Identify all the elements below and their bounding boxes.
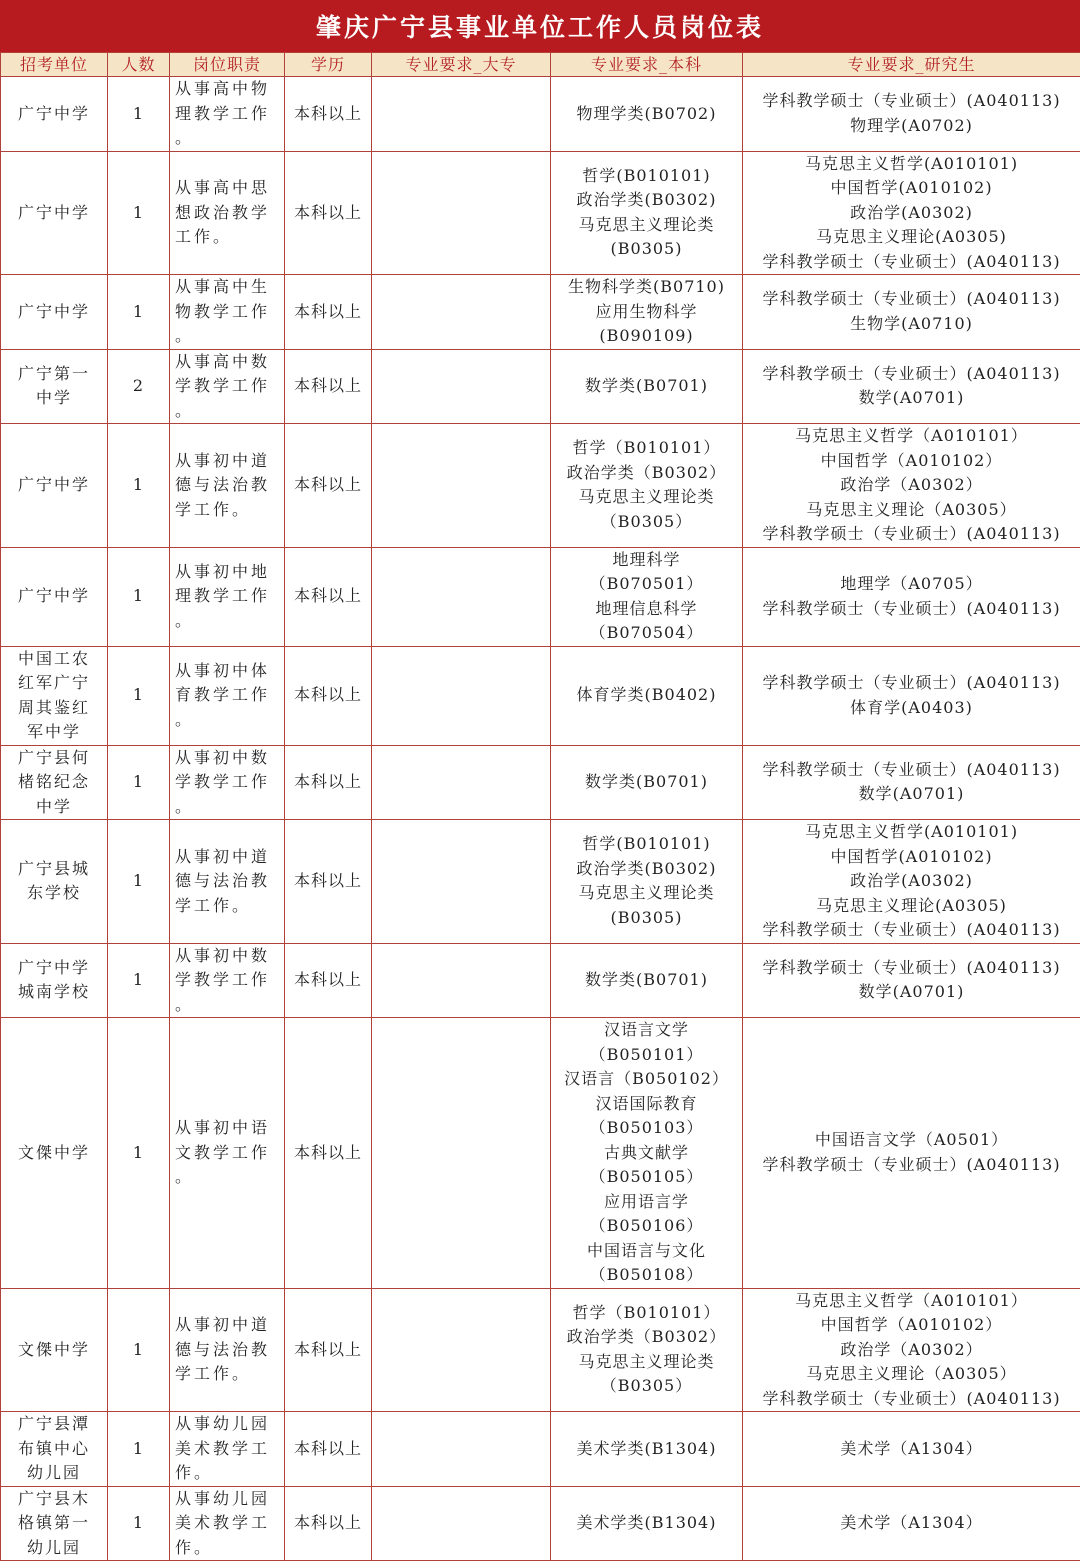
major-benke-cell-line: 哲学(B010101) xyxy=(554,164,739,189)
major-dazhuan-cell xyxy=(372,77,551,152)
major-benke-cell xyxy=(551,646,743,745)
duty-cell-line: 从事高中生 xyxy=(175,275,279,300)
major-yanjiusheng-cell-line: 美术学（A1304） xyxy=(746,1511,1077,1536)
major-benke-cell xyxy=(551,1018,743,1289)
unit-cell xyxy=(1,151,108,275)
unit-cell-line: 广宁中学 xyxy=(4,102,104,127)
unit-cell-line: 广宁中学 xyxy=(4,956,104,981)
unit-cell xyxy=(1,1486,108,1561)
duty-cell-line: 。 xyxy=(175,609,279,634)
major-yanjiusheng-cell-line: 马克思主义理论（A0305） xyxy=(746,1362,1077,1387)
header-duty: 岗位职责 xyxy=(170,53,285,77)
major-yanjiusheng-cell xyxy=(743,1018,1080,1289)
unit-cell-line: 中学 xyxy=(4,386,104,411)
duty-cell-line: 从事初中体 xyxy=(175,659,279,684)
major-yanjiusheng-cell-line: 学科教学硕士（专业硕士）(A040113) xyxy=(746,522,1077,547)
major-yanjiusheng-cell-line: 地理学（A0705） xyxy=(746,572,1077,597)
duty-cell-line: 学工作。 xyxy=(175,498,279,523)
unit-cell xyxy=(1,349,108,424)
education-cell: 本科以上 xyxy=(285,77,372,152)
major-yanjiusheng-cell-line: 学科教学硕士（专业硕士）(A040113) xyxy=(746,918,1077,943)
major-yanjiusheng-cell-line: 马克思主义哲学（A010101） xyxy=(746,424,1077,449)
major-yanjiusheng-cell-line: 中国哲学(A010102) xyxy=(746,176,1077,201)
major-dazhuan-cell xyxy=(372,1486,551,1561)
major-yanjiusheng-cell xyxy=(743,275,1080,350)
major-yanjiusheng-cell xyxy=(743,151,1080,275)
duty-cell-line: 德与法治教 xyxy=(175,869,279,894)
major-benke-cell-line: 数学类(B0701) xyxy=(554,374,739,399)
table-row xyxy=(1,151,1080,275)
major-dazhuan-cell xyxy=(372,646,551,745)
table-row xyxy=(1,1018,1080,1289)
major-benke-cell xyxy=(551,745,743,820)
major-yanjiusheng-cell-line: 马克思主义理论(A0305) xyxy=(746,894,1077,919)
unit-cell-line: 幼儿园 xyxy=(4,1461,104,1486)
unit-cell-line: 广宁中学 xyxy=(4,300,104,325)
major-yanjiusheng-cell xyxy=(743,1288,1080,1412)
unit-cell-line: 中国工农 xyxy=(4,647,104,672)
major-benke-cell-line: （B050108） xyxy=(554,1263,739,1288)
major-benke-cell-line: 数学类(B0701) xyxy=(554,968,739,993)
duty-cell-line: 德与法治教 xyxy=(175,1338,279,1363)
duty-cell-line: 作。 xyxy=(175,1536,279,1561)
major-benke-cell-line: 哲学（B010101） xyxy=(554,1301,739,1326)
major-benke-cell-line: 美术学类(B1304) xyxy=(554,1437,739,1462)
duty-cell-line: 。 xyxy=(175,708,279,733)
duty-cell-line: 从事初中数 xyxy=(175,944,279,969)
major-benke-cell-line: (B0305) xyxy=(554,906,739,931)
major-benke-cell-line: 应用语言学 xyxy=(554,1190,739,1215)
duty-cell-line: 育教学工作 xyxy=(175,683,279,708)
count-cell: 2 xyxy=(108,349,170,424)
education-cell: 本科以上 xyxy=(285,349,372,424)
count-cell: 1 xyxy=(108,547,170,646)
duty-cell-line: 从事高中思 xyxy=(175,176,279,201)
major-yanjiusheng-cell-line: 马克思主义理论(A0305) xyxy=(746,225,1077,250)
count-cell: 1 xyxy=(108,77,170,152)
major-benke-cell-line: 物理学类(B0702) xyxy=(554,102,739,127)
major-benke-cell-line: 马克思主义理论类 xyxy=(554,1350,739,1375)
duty-cell-line: 从事初中道 xyxy=(175,845,279,870)
duty-cell-line: 理教学工作 xyxy=(175,584,279,609)
major-benke-cell-line: 汉语言（B050102） xyxy=(554,1067,739,1092)
duty-cell xyxy=(170,646,285,745)
major-dazhuan-cell xyxy=(372,151,551,275)
duty-cell-line: 学工作。 xyxy=(175,1362,279,1387)
count-cell: 1 xyxy=(108,424,170,548)
major-benke-cell-line: 马克思主义理论类 xyxy=(554,881,739,906)
major-yanjiusheng-cell-line: 马克思主义理论（A0305） xyxy=(746,498,1077,523)
major-yanjiusheng-cell-line: 学科教学硕士（专业硕士）(A040113) xyxy=(746,1387,1077,1412)
major-benke-cell-line: 中国语言与文化 xyxy=(554,1239,739,1264)
table-row xyxy=(1,646,1080,745)
duty-cell-line: 。 xyxy=(175,399,279,424)
education-cell: 本科以上 xyxy=(285,547,372,646)
duty-cell xyxy=(170,943,285,1018)
count-cell: 1 xyxy=(108,275,170,350)
major-benke-cell-line: 政治学类（B0302） xyxy=(554,1325,739,1350)
major-benke-cell-line: 政治学类(B0302) xyxy=(554,188,739,213)
table-header-row xyxy=(1,53,1080,77)
header-education: 学历 xyxy=(285,53,372,77)
major-yanjiusheng-cell xyxy=(743,547,1080,646)
major-yanjiusheng-cell-line: 学科教学硕士（专业硕士）(A040113) xyxy=(746,287,1077,312)
duty-cell-line: 从事高中物 xyxy=(175,77,279,102)
major-benke-cell-line: 马克思主义理论类 xyxy=(554,485,739,510)
header-major-dazhuan: 专业要求_大专 xyxy=(372,53,551,77)
major-benke-cell xyxy=(551,77,743,152)
unit-cell-line: 广宁县木 xyxy=(4,1487,104,1512)
major-yanjiusheng-cell-line: 中国语言文学（A0501） xyxy=(746,1128,1077,1153)
major-yanjiusheng-cell-line: 中国哲学（A010102） xyxy=(746,449,1077,474)
major-benke-cell-line: 哲学(B010101) xyxy=(554,832,739,857)
major-yanjiusheng-cell-line: 生物学(A0710) xyxy=(746,312,1077,337)
duty-cell-line: 美术教学工 xyxy=(175,1511,279,1536)
count-cell: 1 xyxy=(108,151,170,275)
unit-cell xyxy=(1,424,108,548)
major-dazhuan-cell xyxy=(372,275,551,350)
major-benke-cell-line: 马克思主义理论类 xyxy=(554,213,739,238)
duty-cell-line: 。 xyxy=(175,126,279,151)
major-benke-cell xyxy=(551,1486,743,1561)
unit-cell-line: 广宁中学 xyxy=(4,201,104,226)
education-cell: 本科以上 xyxy=(285,1412,372,1487)
duty-cell-line: 德与法治教 xyxy=(175,473,279,498)
major-yanjiusheng-cell-line: 政治学（A0302） xyxy=(746,473,1077,498)
major-yanjiusheng-cell xyxy=(743,1486,1080,1561)
major-benke-cell-line: 体育学类(B0402) xyxy=(554,683,739,708)
education-cell: 本科以上 xyxy=(285,1018,372,1289)
major-yanjiusheng-cell-line: 马克思主义哲学（A010101） xyxy=(746,1289,1077,1314)
unit-cell xyxy=(1,275,108,350)
unit-cell-line: 幼儿园 xyxy=(4,1536,104,1561)
major-benke-cell-line: 应用生物科学 xyxy=(554,300,739,325)
duty-cell-line: 学工作。 xyxy=(175,894,279,919)
major-yanjiusheng-cell-line: 政治学(A0302) xyxy=(746,201,1077,226)
major-yanjiusheng-cell-line: 数学(A0701) xyxy=(746,782,1077,807)
unit-cell xyxy=(1,745,108,820)
unit-cell-line: 城南学校 xyxy=(4,980,104,1005)
header-unit: 招考单位 xyxy=(1,53,108,77)
duty-cell xyxy=(170,1486,285,1561)
major-yanjiusheng-cell-line: 学科教学硕士（专业硕士）(A040113) xyxy=(746,1153,1077,1178)
major-benke-cell xyxy=(551,1412,743,1487)
major-benke-cell xyxy=(551,547,743,646)
education-cell: 本科以上 xyxy=(285,275,372,350)
table-row xyxy=(1,943,1080,1018)
major-benke-cell-line: 数学类(B0701) xyxy=(554,770,739,795)
major-yanjiusheng-cell-line: 物理学(A0702) xyxy=(746,114,1077,139)
duty-cell-line: 从事高中数 xyxy=(175,350,279,375)
major-yanjiusheng-cell-line: 政治学（A0302） xyxy=(746,1338,1077,1363)
duty-cell xyxy=(170,424,285,548)
count-cell: 1 xyxy=(108,745,170,820)
major-yanjiusheng-cell xyxy=(743,820,1080,944)
major-benke-cell-line: （B050106） xyxy=(554,1214,739,1239)
major-yanjiusheng-cell-line: 马克思主义哲学(A010101) xyxy=(746,152,1077,177)
unit-cell xyxy=(1,1018,108,1289)
duty-cell-line: 从事初中道 xyxy=(175,449,279,474)
major-yanjiusheng-cell-line: 数学(A0701) xyxy=(746,386,1077,411)
major-yanjiusheng-cell-line: 中国哲学（A010102） xyxy=(746,1313,1077,1338)
duty-cell-line: 物教学工作 xyxy=(175,300,279,325)
unit-cell xyxy=(1,1412,108,1487)
count-cell: 1 xyxy=(108,1018,170,1289)
table-row xyxy=(1,745,1080,820)
major-dazhuan-cell xyxy=(372,820,551,944)
unit-cell-line: 文傑中学 xyxy=(4,1141,104,1166)
major-yanjiusheng-cell xyxy=(743,77,1080,152)
duty-cell-line: 从事初中道 xyxy=(175,1313,279,1338)
unit-cell-line: 广宁第一 xyxy=(4,362,104,387)
duty-cell-line: 作。 xyxy=(175,1461,279,1486)
unit-cell xyxy=(1,943,108,1018)
education-cell: 本科以上 xyxy=(285,943,372,1018)
unit-cell-line: 周其鉴红 xyxy=(4,696,104,721)
duty-cell-line: 从事初中地 xyxy=(175,560,279,585)
duty-cell-line: 文教学工作 xyxy=(175,1141,279,1166)
duty-cell xyxy=(170,275,285,350)
major-yanjiusheng-cell-line: 中国哲学(A010102) xyxy=(746,845,1077,870)
major-benke-cell-line: 古典文献学 xyxy=(554,1141,739,1166)
unit-cell-line: 格镇第一 xyxy=(4,1511,104,1536)
table-row xyxy=(1,820,1080,944)
major-yanjiusheng-cell-line: 学科教学硕士（专业硕士）(A040113) xyxy=(746,956,1077,981)
duty-cell-line: 美术教学工 xyxy=(175,1437,279,1462)
unit-cell-line: 中学 xyxy=(4,795,104,820)
table-row xyxy=(1,1288,1080,1412)
education-cell: 本科以上 xyxy=(285,1486,372,1561)
major-benke-cell-line: 汉语言文学 xyxy=(554,1018,739,1043)
major-dazhuan-cell xyxy=(372,1288,551,1412)
duty-cell-line: 理教学工作 xyxy=(175,102,279,127)
unit-cell-line: 广宁中学 xyxy=(4,584,104,609)
major-benke-cell xyxy=(551,275,743,350)
major-yanjiusheng-cell-line: 学科教学硕士（专业硕士）(A040113) xyxy=(746,250,1077,275)
major-benke-cell-line: （B0305） xyxy=(554,1374,739,1399)
education-cell: 本科以上 xyxy=(285,151,372,275)
major-yanjiusheng-cell xyxy=(743,943,1080,1018)
major-benke-cell xyxy=(551,424,743,548)
major-yanjiusheng-cell-line: 学科教学硕士（专业硕士）(A040113) xyxy=(746,362,1077,387)
table-row xyxy=(1,424,1080,548)
major-benke-cell xyxy=(551,151,743,275)
duty-cell xyxy=(170,820,285,944)
table-row xyxy=(1,1412,1080,1487)
duty-cell xyxy=(170,77,285,152)
unit-cell xyxy=(1,547,108,646)
education-cell: 本科以上 xyxy=(285,424,372,548)
major-benke-cell-line: （B070504） xyxy=(554,621,739,646)
header-major-benke: 专业要求_本科 xyxy=(551,53,743,77)
duty-cell-line: 。 xyxy=(175,1165,279,1190)
education-cell: 本科以上 xyxy=(285,1288,372,1412)
duty-cell-line: 学教学工作 xyxy=(175,968,279,993)
major-dazhuan-cell xyxy=(372,349,551,424)
unit-cell-line: 楮铭纪念 xyxy=(4,770,104,795)
major-benke-cell-line: (B090109) xyxy=(554,324,739,349)
major-dazhuan-cell xyxy=(372,1412,551,1487)
duty-cell-line: 。 xyxy=(175,795,279,820)
major-benke-cell-line: (B0305) xyxy=(554,237,739,262)
major-yanjiusheng-cell-line: 体育学(A0403) xyxy=(746,696,1077,721)
duty-cell xyxy=(170,1018,285,1289)
unit-cell xyxy=(1,1288,108,1412)
table-row xyxy=(1,77,1080,152)
table-row xyxy=(1,547,1080,646)
major-benke-cell-line: 哲学（B010101） xyxy=(554,436,739,461)
duty-cell xyxy=(170,547,285,646)
duty-cell xyxy=(170,745,285,820)
duty-cell-line: 。 xyxy=(175,324,279,349)
unit-cell-line: 红军广宁 xyxy=(4,671,104,696)
position-table xyxy=(0,52,1080,1561)
table-row xyxy=(1,349,1080,424)
major-yanjiusheng-cell xyxy=(743,646,1080,745)
major-benke-cell-line: 政治学类（B0302） xyxy=(554,461,739,486)
major-yanjiusheng-cell-line: 学科教学硕士（专业硕士）(A040113) xyxy=(746,758,1077,783)
header-count: 人数 xyxy=(108,53,170,77)
major-yanjiusheng-cell-line: 学科教学硕士（专业硕士）(A040113) xyxy=(746,89,1077,114)
major-yanjiusheng-cell xyxy=(743,745,1080,820)
major-dazhuan-cell xyxy=(372,424,551,548)
page-title: 肇庆广宁县事业单位工作人员岗位表 xyxy=(0,0,1080,52)
duty-cell-line: 从事幼儿园 xyxy=(175,1487,279,1512)
unit-cell-line: 军中学 xyxy=(4,720,104,745)
count-cell: 1 xyxy=(108,1412,170,1487)
duty-cell-line: 从事初中数 xyxy=(175,746,279,771)
count-cell: 1 xyxy=(108,943,170,1018)
count-cell: 1 xyxy=(108,646,170,745)
major-benke-cell-line: （B050103） xyxy=(554,1116,739,1141)
major-benke-cell-line: （B0305） xyxy=(554,510,739,535)
unit-cell-line: 布镇中心 xyxy=(4,1437,104,1462)
unit-cell-line: 广宁县何 xyxy=(4,746,104,771)
count-cell: 1 xyxy=(108,820,170,944)
major-dazhuan-cell xyxy=(372,1018,551,1289)
count-cell: 1 xyxy=(108,1288,170,1412)
major-benke-cell xyxy=(551,349,743,424)
major-benke-cell-line: 美术学类(B1304) xyxy=(554,1511,739,1536)
unit-cell xyxy=(1,820,108,944)
major-yanjiusheng-cell xyxy=(743,424,1080,548)
table-row xyxy=(1,275,1080,350)
major-yanjiusheng-cell-line: 学科教学硕士（专业硕士）(A040113) xyxy=(746,597,1077,622)
major-yanjiusheng-cell-line: 美术学（A1304） xyxy=(746,1437,1077,1462)
duty-cell xyxy=(170,1412,285,1487)
major-benke-cell-line: （B070501） xyxy=(554,572,739,597)
major-benke-cell-line: 生物科学类(B0710) xyxy=(554,275,739,300)
count-cell: 1 xyxy=(108,1486,170,1561)
major-benke-cell-line: （B050105） xyxy=(554,1165,739,1190)
major-yanjiusheng-cell xyxy=(743,1412,1080,1487)
major-benke-cell xyxy=(551,820,743,944)
major-yanjiusheng-cell xyxy=(743,349,1080,424)
major-benke-cell xyxy=(551,1288,743,1412)
major-benke-cell-line: 汉语国际教育 xyxy=(554,1092,739,1117)
unit-cell-line: 广宁中学 xyxy=(4,473,104,498)
major-yanjiusheng-cell-line: 数学(A0701) xyxy=(746,980,1077,1005)
duty-cell xyxy=(170,1288,285,1412)
major-dazhuan-cell xyxy=(372,943,551,1018)
major-dazhuan-cell xyxy=(372,547,551,646)
duty-cell-line: 从事幼儿园 xyxy=(175,1412,279,1437)
major-yanjiusheng-cell-line: 马克思主义哲学(A010101) xyxy=(746,820,1077,845)
header-major-yanjiusheng: 专业要求_研究生 xyxy=(743,53,1080,77)
major-yanjiusheng-cell-line: 学科教学硕士（专业硕士）(A040113) xyxy=(746,671,1077,696)
unit-cell-line: 广宁县城 xyxy=(4,857,104,882)
unit-cell xyxy=(1,77,108,152)
major-benke-cell-line: 政治学类(B0302) xyxy=(554,857,739,882)
education-cell: 本科以上 xyxy=(285,820,372,944)
duty-cell xyxy=(170,349,285,424)
major-dazhuan-cell xyxy=(372,745,551,820)
duty-cell-line: 想政治教学 xyxy=(175,201,279,226)
major-benke-cell-line: 地理信息科学 xyxy=(554,597,739,622)
duty-cell-line: 学教学工作 xyxy=(175,770,279,795)
duty-cell-line: 。 xyxy=(175,993,279,1018)
unit-cell xyxy=(1,646,108,745)
major-benke-cell xyxy=(551,943,743,1018)
table-row xyxy=(1,1486,1080,1561)
education-cell: 本科以上 xyxy=(285,646,372,745)
duty-cell-line: 从事初中语 xyxy=(175,1116,279,1141)
duty-cell-line: 工作。 xyxy=(175,225,279,250)
major-yanjiusheng-cell-line: 政治学(A0302) xyxy=(746,869,1077,894)
duty-cell xyxy=(170,151,285,275)
major-benke-cell-line: （B050101） xyxy=(554,1043,739,1068)
unit-cell-line: 文傑中学 xyxy=(4,1338,104,1363)
unit-cell-line: 广宁县潭 xyxy=(4,1412,104,1437)
unit-cell-line: 东学校 xyxy=(4,881,104,906)
major-benke-cell-line: 地理科学 xyxy=(554,548,739,573)
duty-cell-line: 学教学工作 xyxy=(175,374,279,399)
education-cell: 本科以上 xyxy=(285,745,372,820)
